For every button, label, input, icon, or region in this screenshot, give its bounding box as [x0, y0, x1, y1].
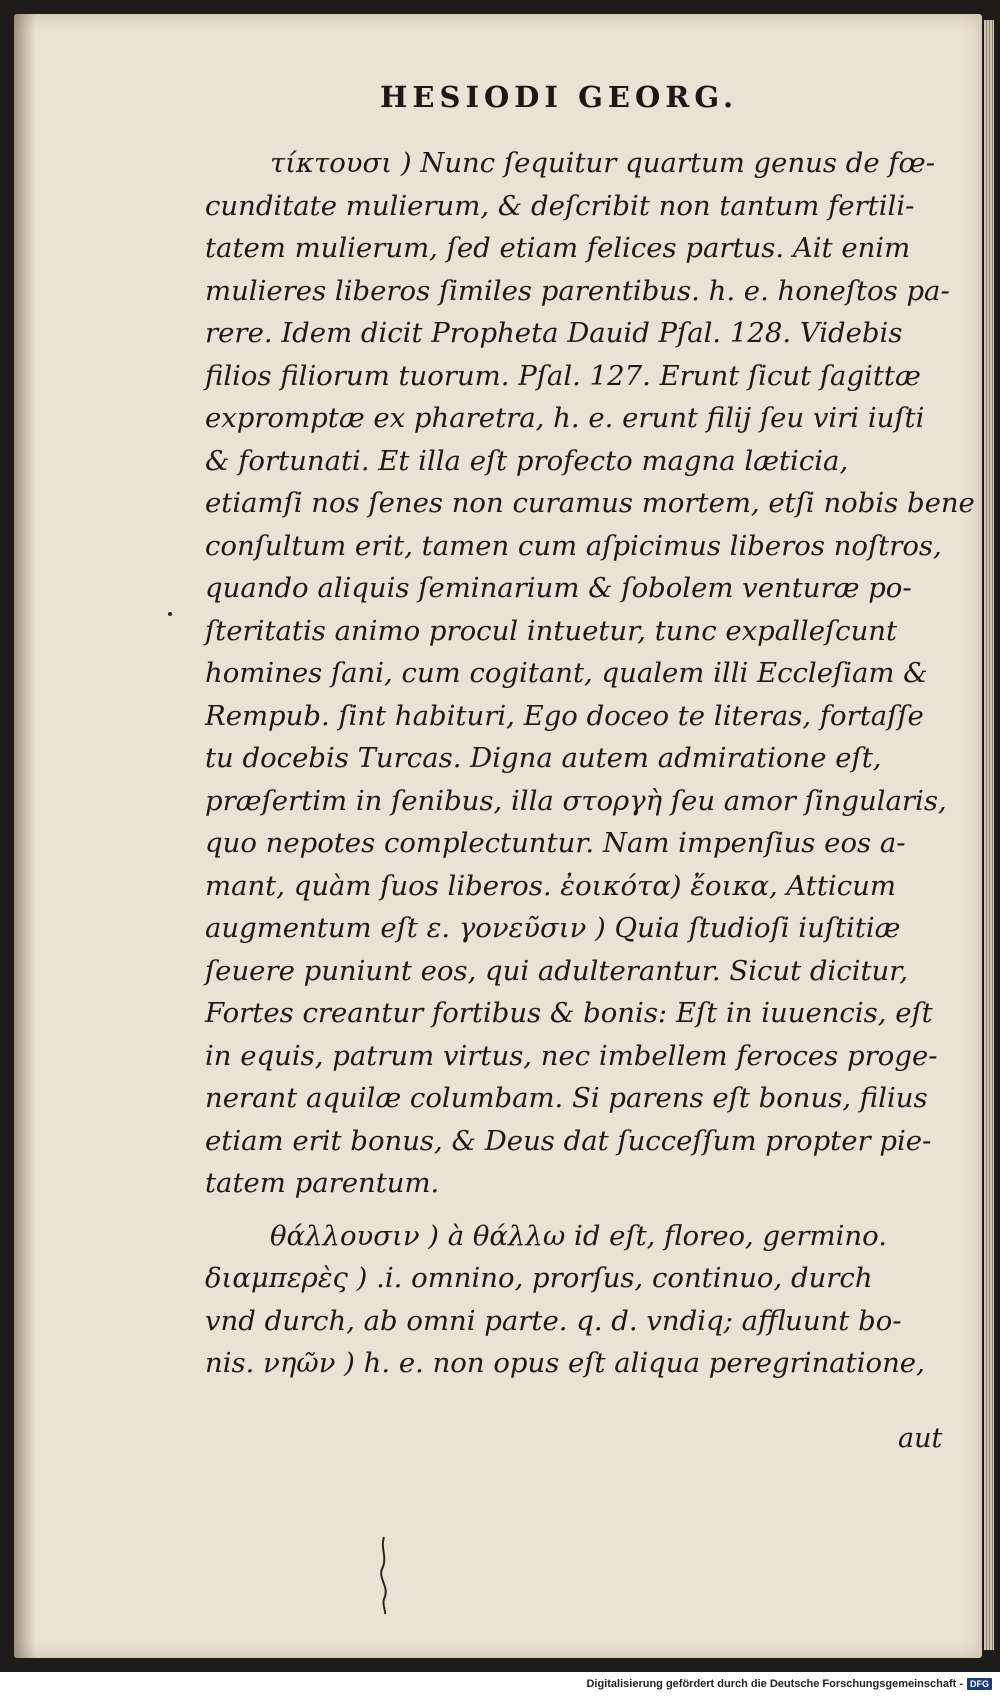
text-line: conſultum erit, tamen cum aſpicimus liberos noſtros, — [205, 529, 942, 562]
text-line: nis. νηῶν ) h. e. non opus eſt aliqua peregrinatione, — [205, 1347, 925, 1379]
dfg-logo-icon: DFG — [967, 1678, 992, 1690]
text-line: mant, quàm ſuos liberos. ἐοικότα) ἔοικα, Atticum — [205, 869, 896, 902]
commentary-text — [205, 142, 975, 1385]
spine-shadow — [14, 14, 36, 1658]
catchword: aut — [898, 1423, 943, 1454]
text-line: tu docebis Turcas. Digna autem admiratione eſt, — [205, 742, 882, 774]
running-head: HESIODI GEORG. — [380, 80, 739, 114]
text-line: quando aliquis ſeminarium & ſobolem venturæ po- — [205, 572, 912, 604]
text-line: ſteritatis animo procul intuetur, tunc expalleſcunt — [205, 614, 898, 647]
text-line: διαμπερὲς ) .i. omnino, prorſus, continuo, durch — [205, 1262, 873, 1294]
text-line: etiamſi nos ſenes non curamus mortem, etſi nobis bene — [205, 487, 975, 519]
text-line: mulieres liberos ſimiles parentibus. h. e. honeſtos pa- — [205, 274, 950, 307]
text-line: augmentum eſt ε. γονεῦσιν ) Quia ſtudioſi iuſtitiæ — [205, 912, 901, 944]
text-line: expromptæ ex pharetra, h. e. erunt filij ſeu viri iuſti — [205, 402, 925, 434]
text-line: & fortunati. Et illa eſt profecto magna læticia, — [205, 444, 849, 477]
text-line: etiam erit bonus, & Deus dat ſucceſſum propter pie- — [205, 1124, 932, 1157]
page-edges — [984, 20, 994, 1650]
text-line: nerant aquilæ columbam. Si parens eſt bonus, filius — [205, 1082, 928, 1114]
text-line: tatem mulierum, ſed etiam felices partus. Ait enim — [205, 232, 911, 264]
text-line: homines ſani, cum cogitant, qualem illi Eccleſiam & — [205, 657, 928, 689]
paragraph-gap — [205, 1205, 955, 1215]
text-line: tatem parentum. — [205, 1167, 440, 1199]
credit-text: Digitalisierung gefördert durch die Deutsche Forschungsgemeinschaft - — [586, 1678, 963, 1690]
text-line: filios filiorum tuorum. Pſal. 127. Erunt ſicut ſagittæ — [205, 359, 921, 392]
text-line: vnd durch, ab omni parte. q. d. vndiq; affluunt bo- — [205, 1304, 902, 1337]
text-line: quo nepotes complectuntur. Nam impenſius eos a- — [205, 827, 906, 859]
text-line: θάλλουσιν ) à θάλλω id eſt, floreo, germino. — [270, 1219, 887, 1252]
text-line: τίκτουσι ) Nunc ſequitur quartum genus de fœ- — [270, 147, 935, 179]
ink-speck — [168, 612, 172, 616]
text-line: cunditate mulierum, & deſcribit non tantum fertili- — [205, 189, 915, 222]
text-line: rere. Idem dicit Propheta Dauid Pſal. 128. Videbis — [205, 317, 903, 349]
text-line: præſertim in ſenibus, illa στοργὴ ſeu amor ſingularis, — [205, 784, 947, 817]
digitization-credit — [586, 1678, 992, 1690]
pen-mark-icon — [370, 1535, 400, 1615]
text-line: Fortes creantur fortibus & bonis: Eſt in iuuencis, eſt — [205, 997, 933, 1029]
text-line: Rempub. ſint habituri, Ego doceo te literas, fortaſſe — [205, 699, 924, 732]
text-line: ſeuere puniunt eos, qui adulterantur. Sicut dicitur, — [205, 954, 909, 987]
text-line: in equis, patrum virtus, nec imbellem feroces proge- — [205, 1039, 938, 1072]
